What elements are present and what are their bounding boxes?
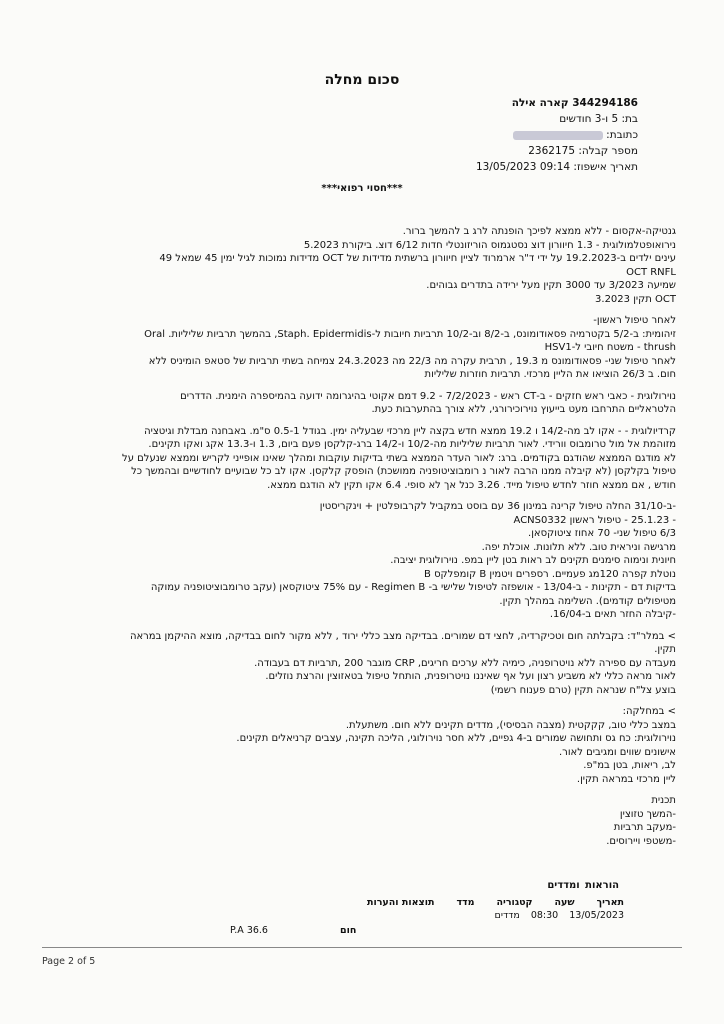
orders-column-header: קטגוריה [496,897,533,908]
blank-line [42,382,676,390]
body-line: חיונית ונימוה סימנים תקינים לב ראות בטן ליין במפ. נוירולוגית יציבה. [390,555,676,566]
body-line: OCT תקין 3.2023 [595,293,676,305]
orders-column-header: תאריך [596,897,624,908]
page-number: Page 2 of 5 [42,956,96,967]
body-line: חודש , אם ממצא חוזר לחדש טיפול מייד. 3.26 כנל אך לא סופי. 6.4 אקו תקין לא הודגם ממצא. [267,479,676,491]
body-line: במצב כללי טוב, קקקטית (מצבה הבסיסי), מדדים תקינים ללא חום. משתעלת. [345,719,676,731]
orders-column-header: שעה [554,897,575,908]
body-line: -משטפי ויירוסים. [606,835,676,847]
body-line: נירואופטלמולוגית - 1.3 חיוורון דוצ נסטגמוס הוריזונטלי חדות 6/12 דוצ. ביקורת 5.2023 [303,239,676,251]
body-line: לאחר טיפול שני- פסאודומונס מ 19.3 , תרבית עקרה מה 22/3 מה 24.3.2023 צמיחה בשתי תרביות של סטאפ הומיניס ללא [148,355,676,367]
body-line: > במחלקה: [622,706,676,717]
body-line: תקין. [654,644,676,655]
age-line: בת: 5 ו-3 חודשים [559,113,638,125]
body-line: גנטיקה-אקסום - ללא ממצא לפיכך הופנתה לרג ב להמשך ברור. [402,226,676,237]
body-line: הלטראליים התרחבו מעט בייעוץ נוירוכירורגי, ללא צורך בהתערבות כעת. [371,404,676,415]
address-line [513,127,638,143]
body-line: מעבדה עם ספירה ללא נויטרופניה, כימיה ללא ערכים חריגים, CRP מוגבר 200 ,תרביות דם בעבודה. [254,657,676,669]
body-line: -מעקב תרביות [613,822,676,833]
orders-cell-date: 13/05/2023 [569,910,624,921]
orders-column-header: מדד [456,897,475,908]
body-line: בדיקות דם - תקינות - ב-13/04 - אושפזה לטיפול שלישי ב- Regimen B - עם 75% ציטוקסאן (עקב טרומבוציטופניה עמוקה [150,582,676,593]
body-line: ליין מרכזי במראה תקין. [576,773,676,785]
body-line: זיהומית: ב-5/2 בקטרמיה פסאודומונס, ב-8/2 וב-10/2 תרביות חיובות ל-Staph. Epidermidis, בהמשך תרביות שליליות. Oral [144,328,676,340]
blank-line [42,306,676,314]
body-line: מזוהמת אל מול טרומבוס וורידי. לאור תרביות שליליות מה-10/2 ו-14/2 ברג-קלקסן פעם ביום, 1.3 ו-13.3 אקג ואקו תקינים. [148,439,676,450]
orders-cell-measure: חום [340,925,357,936]
summary-body [42,225,676,848]
body-line: עינים ילדים ב-19.2.2023 על ידי ד"ר ארמרוד לציין חיוורון ברשתית מדידות של OCT מדידות נמוכות לגיל ימין 45 שמאל 49 [159,253,676,264]
body-line: נוירולוגית: כח גס ותחושה שמורים ב-4 גפיים, ללא חסר נוירולוגי, הליכה תקינה, עצבים קרניאלים תקינים. [236,733,676,744]
body-line: לא מודגם הממצא שהודגם בקודמים. ברג: לאור העדר הממצא בשתי בדיקות עוקבות ומהלך שאינו אופייני לקריש וממצא שנעלם על [122,452,676,464]
blank-line [42,697,676,705]
blank-line [42,417,676,425]
body-line: אישונים שווים ומגיבים לאור. [559,746,676,758]
orders-heading: הוראות ומדדים [547,880,619,891]
body-line: -המשך טזוצין [619,808,676,820]
body-line: חום. ב 26/3 הוציאו את הליין מרכזי. תרביות חוזרות שליליות [424,369,676,380]
body-line: לב, ריאות, בטן במ"פ. [583,760,676,771]
body-line: 6/3 טיפול שני- 70 אחוז ציטוקסאן. [528,528,676,539]
redaction-mark [513,131,603,140]
body-line: -ב-31/10 החלה טיפול קרינה במינון 36 עם בוסט במקביל לקרבופלטין + וינקריסטין [319,501,676,512]
patient-line: 344294186 קארה אילה [511,97,638,109]
body-line: OCT RNFL [626,266,676,278]
body-line: נוטלת קפרה 120מג פעמיים. רספרים ויטמין B קומפלקס B [424,568,676,580]
body-line: תכנית [651,795,676,806]
date-line: תאריך אישפוז: 09:14 13/05/2023 [475,161,638,173]
admission-line: מספר קבלה: 2362175 [528,145,638,157]
body-line: לאור מראה כללי לא משביע רצון ועל אף שאיננו נויטרופנית, הותחל טיפול בטאזוצין והרצת נוזלים. [265,671,676,682]
body-line: מרגישה וניראית טוב. ללא תלונות. אוכלת יפה. [481,541,676,553]
body-line: לאחר טיפול ראשון- [593,315,676,326]
body-line: טיפול בקלקסן (לא קיבלה ממנו הרבה לאור נ רומבוציטופניה ממושכת) הופסק קלקסן. אקו לב כל שבועיים לחודשיים ובהמשך כל [131,466,676,477]
orders-header-row [367,897,624,908]
footer-divider [42,947,682,948]
body-line: שמיעה 3/2023 עד 3000 תקין מעל ירידה בתדרים גבוהים. [426,280,676,291]
orders-row-1 [495,910,624,921]
body-line: בוצע צל"ח שנראה תקין (טרם פענוח רשמי) [490,684,676,696]
orders-cell-time: 08:30 [530,910,559,921]
orders-cell-result: 36.6 P.A [230,925,268,936]
body-line: thrush - משטח חיובי ל-HSV1 [544,342,676,353]
orders-column-header: תוצאות והערות [366,897,435,908]
address-label: כתובת: [606,129,638,141]
body-line: מטיפולים קודמים). השלימה במהלך תקין. [499,595,676,607]
body-line: > במלר"ד: בקבלתה חום וטכיקרדיה, לחצי דם שמורים. בבדיקה מצב כללי ירוד , ללא מקור לחום בבדיקה, מוצא ההיקמן במראה [129,630,676,642]
body-line: קרדיולוגית - - אקו לב מה-14/2 ו 19.2 ממצא חדש בקצה ליין מרכזי שבעליה ימין. בגודל 0.5-1 ס"מ. באבחנה מבדלת וגיטציה [144,425,676,437]
body-line: -קיבלה החזר תאים ב-16/04. [549,609,676,620]
orders-cell-category: מדדים [494,910,520,921]
blank-line [42,786,676,794]
confidential-label: ***חסוי רפואי*** [321,183,403,194]
blank-line [42,622,676,630]
blank-line [42,492,676,500]
body-line: נוירולוגית - כאבי ראש חזקים - ב-CT ראש - 7/2/2023 - 9.2 דמם אקוטי בהיגרומה ידועה בהמיספרה הימנית. הדדרים [180,390,676,402]
body-line: - 25.1.23 - טיפול ראשון ACNS0332 [513,514,676,526]
document-title: סכום מחלה [324,72,400,88]
